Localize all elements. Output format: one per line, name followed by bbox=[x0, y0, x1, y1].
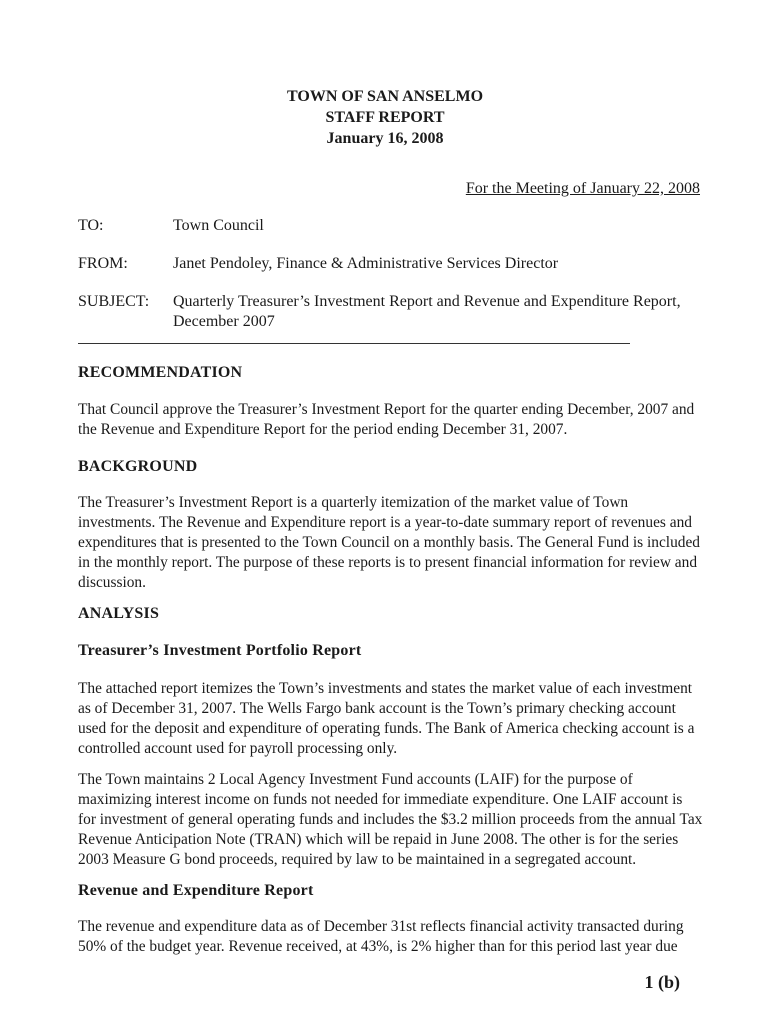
report-type: STAFF REPORT bbox=[325, 109, 445, 126]
memo-to-label: TO: bbox=[78, 217, 104, 234]
memo-from-label: FROM: bbox=[78, 255, 128, 272]
memo-subject-line2: December 2007 bbox=[173, 313, 275, 330]
background-heading: BACKGROUND bbox=[78, 458, 198, 475]
analysis-heading: ANALYSIS bbox=[78, 605, 160, 622]
page-number: 1 (b) bbox=[644, 972, 680, 992]
treasurer-heading: Treasurer’s Investment Portfolio Report bbox=[78, 642, 362, 659]
report-date: January 16, 2008 bbox=[326, 130, 444, 147]
memo-subject bbox=[78, 292, 718, 332]
treasurer-paragraph-1: The attached report itemizes the Town’s investments and states the market value of each investment as of December 31, 2007. The Wells Fargo bank account is the Town’s primary checking account used for the deposit and expenditure of operating funds. The Bank of America checking account is a controlled account used for payroll processing only. bbox=[78, 680, 695, 757]
report-header bbox=[0, 86, 770, 149]
memo-subject-line1: Quarterly Treasurer’s Investment Report and Revenue and Expenditure Report, bbox=[173, 293, 681, 310]
memo-to bbox=[78, 216, 718, 236]
revenue-expenditure-text: The revenue and expenditure data as of December 31st reflects financial activity transacted during 50% of the budget year. Revenue received, at 43%, is 2% higher than for this period last year due bbox=[78, 918, 684, 955]
town-name: TOWN OF SAN ANSELMO bbox=[286, 88, 484, 105]
recommendation-text: That Council approve the Treasurer’s Investment Report for the quarter ending December, 2007 and the Revenue and Expenditure Report for the period ending December 31, 2007. bbox=[78, 401, 695, 438]
memo-from bbox=[78, 254, 718, 274]
memo-subject-label: SUBJECT: bbox=[78, 293, 150, 310]
recommendation-heading: RECOMMENDATION bbox=[78, 364, 243, 381]
meeting-date: For the Meeting of January 22, 2008 bbox=[465, 180, 700, 197]
memo-from-value: Janet Pendoley, Finance & Administrative Services Director bbox=[173, 255, 559, 272]
treasurer-paragraph-2: The Town maintains 2 Local Agency Investment Fund accounts (LAIF) for the purpose of maximizing interest income on funds not needed for immediate expenditure. One LAIF account is for investment of general operating funds and includes the $3.2 million proceeds from the annual Tax Revenue Anticipation Note (TRAN) which will be repaid in June 2008. The other is for the series 2003 Measure G bond proceeds, required by law to be maintained in a segregated account. bbox=[78, 771, 703, 868]
revenue-expenditure-heading: Revenue and Expenditure Report bbox=[78, 882, 314, 899]
divider-rule bbox=[78, 343, 630, 344]
memo-to-value: Town Council bbox=[173, 217, 264, 234]
background-text: The Treasurer’s Investment Report is a quarterly itemization of the market value of Town investments. The Revenue and Expenditure report is a year-to-date summary report of revenues and expenditures that is presented to the Town Council on a monthly basis. The General Fund is included in the monthly report. The purpose of these reports is to present financial information for review and discussion. bbox=[78, 494, 700, 591]
